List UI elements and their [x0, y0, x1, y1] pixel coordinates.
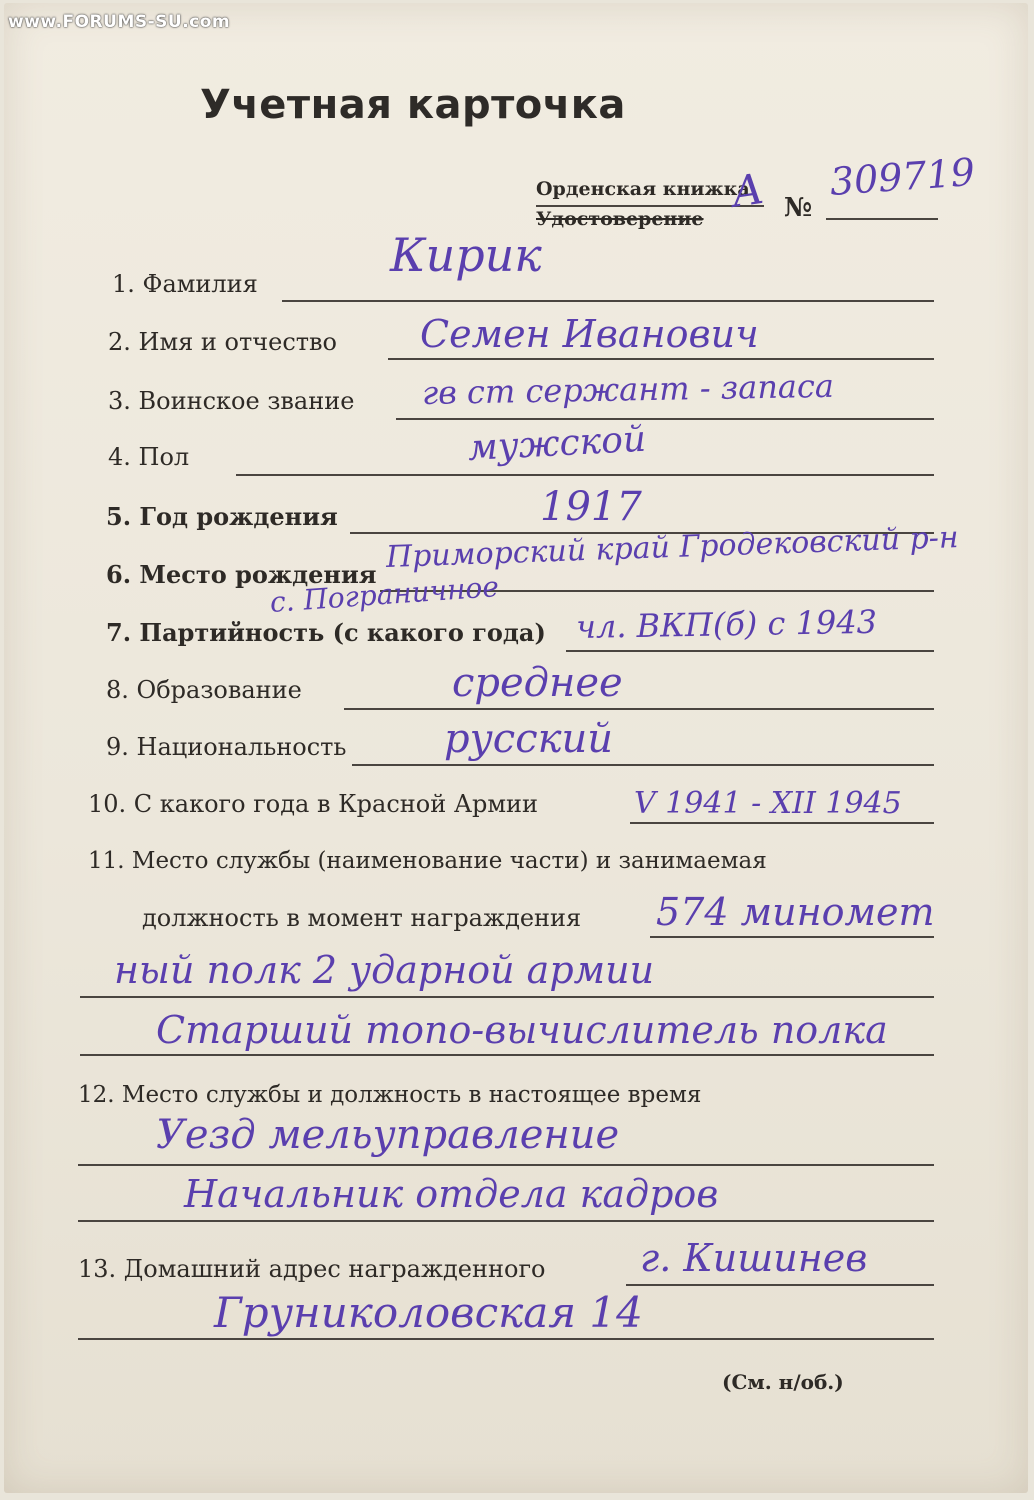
field-value-birth-year: 1917	[540, 484, 642, 530]
field-label-red-army-year: 10. С какого года в Красной Армии	[88, 790, 539, 818]
field-value-birth-village: с. Пограничное	[268, 570, 500, 619]
field-value-current-service: Уезд мельуправление	[156, 1112, 620, 1158]
field-label-name-patronymic: 2. Имя и отчество	[108, 328, 337, 356]
order-book-label: Орденская книжка	[536, 178, 750, 200]
field-label-home-address: 13. Домашний адрес награжденного	[78, 1255, 546, 1283]
field-value-name-patronymic: Семен Иванович	[420, 312, 759, 356]
book-number: 309719	[828, 149, 977, 204]
field-value-service-position: Старший топо-вычислитель полка	[156, 1008, 888, 1052]
field-value-birth-place: Приморский край Гродековский р-н	[385, 520, 960, 575]
book-series: А	[728, 163, 767, 217]
see-reverse-note: (См. н/об.)	[722, 1370, 844, 1394]
field-value-service-unit: 574 миномет	[656, 890, 935, 934]
field-label-nationality: 9. Национальность	[106, 733, 347, 761]
field-label-current-service: 12. Место службы и должность в настоящее время	[78, 1082, 702, 1108]
field-value-party: чл. ВКП(б) с 1943	[575, 602, 878, 646]
card-title: Учетная карточка	[200, 82, 626, 128]
field-label-education: 8. Образование	[106, 676, 302, 704]
field-label-birth-year: 5. Год рождения	[106, 502, 338, 531]
field-value-education: среднее	[452, 660, 623, 706]
certificate-label: Удостоверение	[536, 208, 704, 230]
field-value-home-street: Груниколовская 14	[214, 1288, 643, 1337]
field-value-rank: гв ст сержант - запаса	[421, 366, 835, 412]
field-value-sex: мужской	[466, 418, 648, 469]
field-label-service-position: должность в момент награждения	[142, 904, 582, 932]
field-value-service-unit-cont: ный полк 2 ударной армии	[114, 948, 655, 992]
field-label-rank: 3. Воинское звание	[108, 387, 355, 415]
field-value-nationality: русский	[444, 716, 614, 762]
field-value-surname: Кирик	[390, 228, 542, 282]
field-label-surname: 1. Фамилия	[112, 270, 258, 298]
field-label-sex: 4. Пол	[108, 443, 190, 471]
field-value-current-position: Начальник отдела кадров	[184, 1172, 719, 1216]
field-label-party: 7. Партийность (с какого года)	[106, 618, 546, 647]
field-value-red-army-year: V 1941 - XII 1945	[634, 786, 902, 821]
field-value-home-city: г. Кишинев	[640, 1236, 868, 1280]
number-label: №	[784, 193, 813, 223]
field-label-birth-place: 6. Место рождения	[106, 560, 377, 589]
field-label-service-place: 11. Место службы (наименование части) и занимаемая	[88, 848, 767, 874]
watermark: www.FORUMS-SU.com	[8, 12, 231, 32]
